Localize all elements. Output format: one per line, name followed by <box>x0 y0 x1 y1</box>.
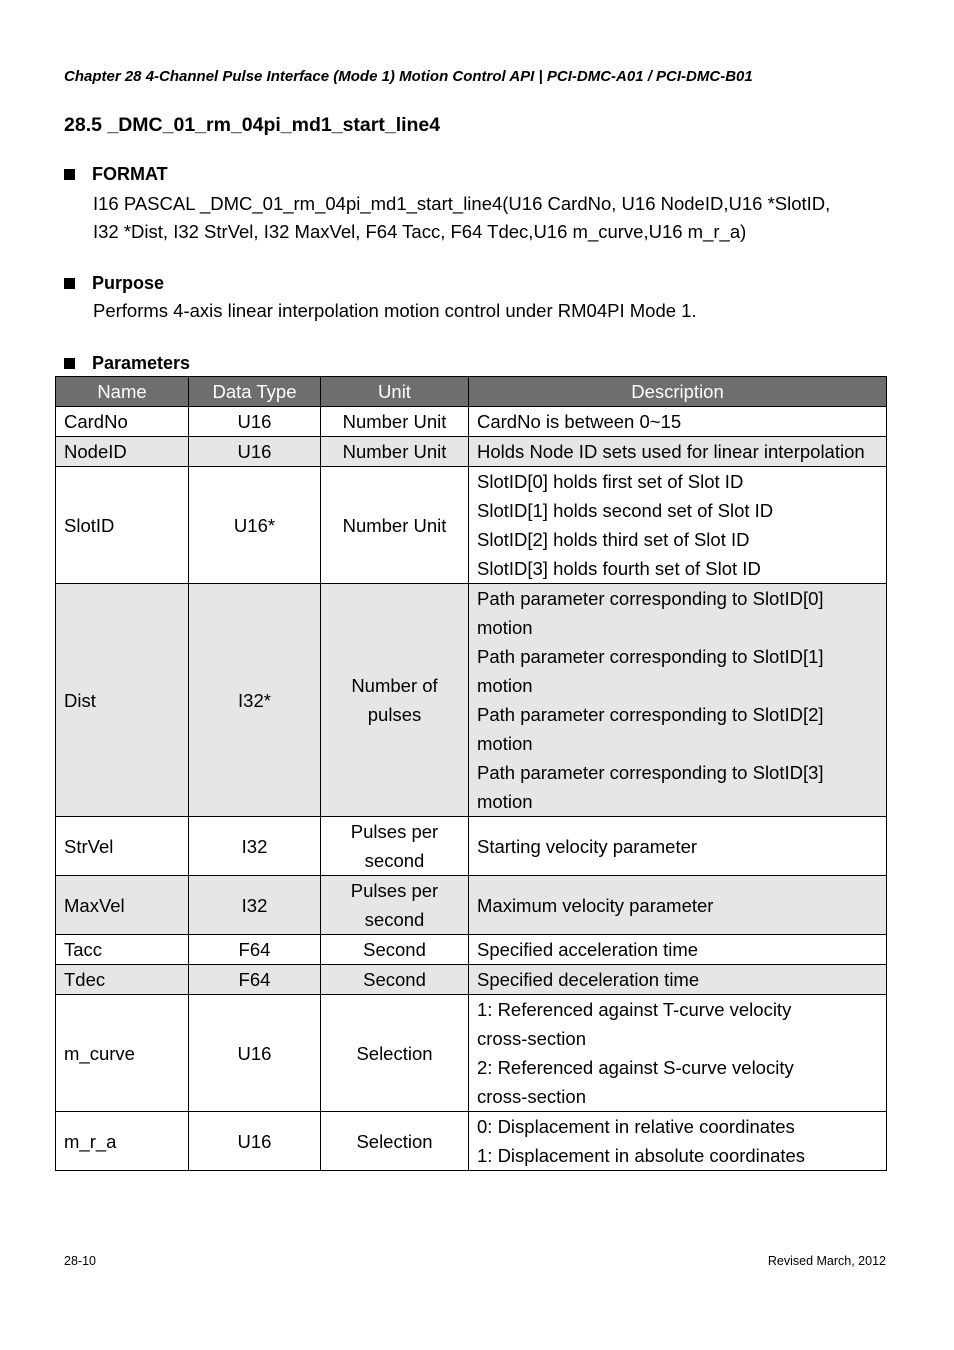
param-name: Tdec <box>56 965 189 995</box>
unit-line: Second <box>363 939 426 960</box>
table-row <box>56 1112 887 1171</box>
description-line: Path parameter corresponding to SlotID[1] <box>477 646 824 667</box>
format-block <box>64 161 894 246</box>
param-unit <box>321 935 469 965</box>
parameters-heading: Parameters <box>92 352 191 373</box>
unit-line: second <box>364 909 425 930</box>
param-type: U16 <box>189 995 321 1112</box>
column-header-description: Description <box>469 377 887 407</box>
param-description <box>469 817 887 876</box>
column-header-data-type: Data Type <box>189 377 321 407</box>
purpose-heading: Purpose <box>92 272 165 293</box>
param-name: StrVel <box>56 817 189 876</box>
table-header-row <box>56 377 887 407</box>
param-unit <box>321 1112 469 1171</box>
param-type: U16 <box>189 437 321 467</box>
revision-note: Revised March, 2012 <box>767 1254 886 1268</box>
param-type: I32* <box>189 584 321 817</box>
param-unit <box>321 437 469 467</box>
description-line: Holds Node ID sets used for linear interpolation <box>477 441 865 462</box>
unit-line: pulses <box>367 704 422 725</box>
description-line: Starting velocity parameter <box>477 835 698 857</box>
param-description <box>469 584 887 817</box>
table-row <box>56 584 887 817</box>
param-name: Tacc <box>56 935 189 965</box>
parameters-block <box>64 350 894 376</box>
description-line: CardNo is between 0~15 <box>477 411 682 432</box>
table-row <box>56 876 887 935</box>
param-description <box>469 995 887 1112</box>
bullet-square-icon <box>64 278 75 289</box>
description-line: Path parameter corresponding to SlotID[0] <box>477 588 824 609</box>
param-type: F64 <box>189 935 321 965</box>
description-line: motion <box>477 733 533 754</box>
param-name: NodeID <box>56 437 189 467</box>
param-unit <box>321 407 469 437</box>
description-line: SlotID[2] holds third set of Slot ID <box>477 529 750 550</box>
description-line: SlotID[1] holds second set of Slot ID <box>477 500 774 521</box>
param-unit <box>321 584 469 817</box>
table-row <box>56 995 887 1112</box>
parameters-heading-row <box>64 350 894 376</box>
description-line: Specified deceleration time <box>477 969 700 990</box>
param-description <box>469 935 887 965</box>
param-name: CardNo <box>56 407 189 437</box>
description-line: motion <box>477 791 533 812</box>
param-name: m_curve <box>56 995 189 1112</box>
table-row <box>56 817 887 876</box>
param-name: Dist <box>56 584 189 817</box>
table-row <box>56 437 887 467</box>
bullet-square-icon <box>64 358 75 369</box>
purpose-text: Performs 4-axis linear interpolation motion control under RM04PI Mode 1. <box>93 300 697 321</box>
param-description <box>469 407 887 437</box>
table-row <box>56 467 887 584</box>
param-unit <box>321 876 469 935</box>
description-line: motion <box>477 617 533 638</box>
unit-line: Pulses per <box>350 880 439 901</box>
page-number: 28-10 <box>64 1254 96 1268</box>
param-description <box>469 876 887 935</box>
param-description <box>469 1112 887 1171</box>
description-line: SlotID[3] holds fourth set of Slot ID <box>477 558 761 579</box>
parameters-table <box>55 376 887 1171</box>
description-line: cross-section <box>477 1086 586 1107</box>
description-line: 1: Referenced against T-curve velocity <box>477 999 792 1020</box>
param-description <box>469 467 887 584</box>
param-name: SlotID <box>56 467 189 584</box>
column-header-name: Name <box>56 377 189 407</box>
description-line: 1: Displacement in absolute coordinates <box>477 1145 806 1166</box>
param-type: F64 <box>189 965 321 995</box>
description-line: 2: Referenced against S-curve velocity <box>477 1057 794 1078</box>
param-type: U16* <box>189 467 321 584</box>
purpose-block <box>64 270 894 325</box>
param-unit <box>321 965 469 995</box>
description-line: Path parameter corresponding to SlotID[3] <box>477 762 824 783</box>
description-line: 0: Displacement in relative coordinates <box>477 1116 795 1137</box>
description-line: SlotID[0] holds first set of Slot ID <box>477 471 744 492</box>
unit-line: Pulses per <box>350 821 439 842</box>
unit-line: second <box>364 850 425 871</box>
description-line: Maximum velocity parameter <box>477 894 714 916</box>
description-line: Specified acceleration time <box>477 939 699 960</box>
table-row <box>56 935 887 965</box>
format-line: I32 *Dist, I32 StrVel, I32 MaxVel, F64 Tacc, F64 Tdec,U16 m_curve,U16 m_r_a) <box>93 221 747 242</box>
param-type: U16 <box>189 1112 321 1171</box>
unit-line: Selection <box>356 1130 433 1152</box>
param-unit <box>321 995 469 1112</box>
param-type: U16 <box>189 407 321 437</box>
description-line: cross-section <box>477 1028 586 1049</box>
unit-line: Number Unit <box>342 514 447 536</box>
format-heading-row <box>64 161 894 187</box>
bullet-square-icon <box>64 169 75 180</box>
format-signature <box>93 190 894 246</box>
column-header-unit: Unit <box>321 377 469 407</box>
section-title: 28.5 _DMC_01_rm_04pi_md1_start_line4 <box>64 114 441 136</box>
param-type: I32 <box>189 876 321 935</box>
purpose-heading-row <box>64 270 894 296</box>
format-heading: FORMAT <box>92 163 168 184</box>
unit-line: Number Unit <box>342 411 447 432</box>
param-unit <box>321 467 469 584</box>
unit-line: Number Unit <box>342 441 447 462</box>
table-row <box>56 407 887 437</box>
unit-line: Selection <box>356 1042 433 1064</box>
param-name: m_r_a <box>56 1112 189 1171</box>
table-row <box>56 965 887 995</box>
description-line: motion <box>477 675 533 696</box>
description-line: Path parameter corresponding to SlotID[2] <box>477 704 824 725</box>
param-name: MaxVel <box>56 876 189 935</box>
format-line: I16 PASCAL _DMC_01_rm_04pi_md1_start_line4(U16 CardNo, U16 NodeID,U16 *SlotID, <box>93 193 831 214</box>
param-unit <box>321 817 469 876</box>
chapter-header: Chapter 28 4-Channel Pulse Interface (Mode 1) Motion Control API | PCI-DMC-A01 / PCI-DMC-B01 <box>64 68 753 85</box>
param-description <box>469 965 887 995</box>
param-type: I32 <box>189 817 321 876</box>
unit-line: Number of <box>351 675 438 696</box>
unit-line: Second <box>363 969 426 990</box>
param-description <box>469 437 887 467</box>
